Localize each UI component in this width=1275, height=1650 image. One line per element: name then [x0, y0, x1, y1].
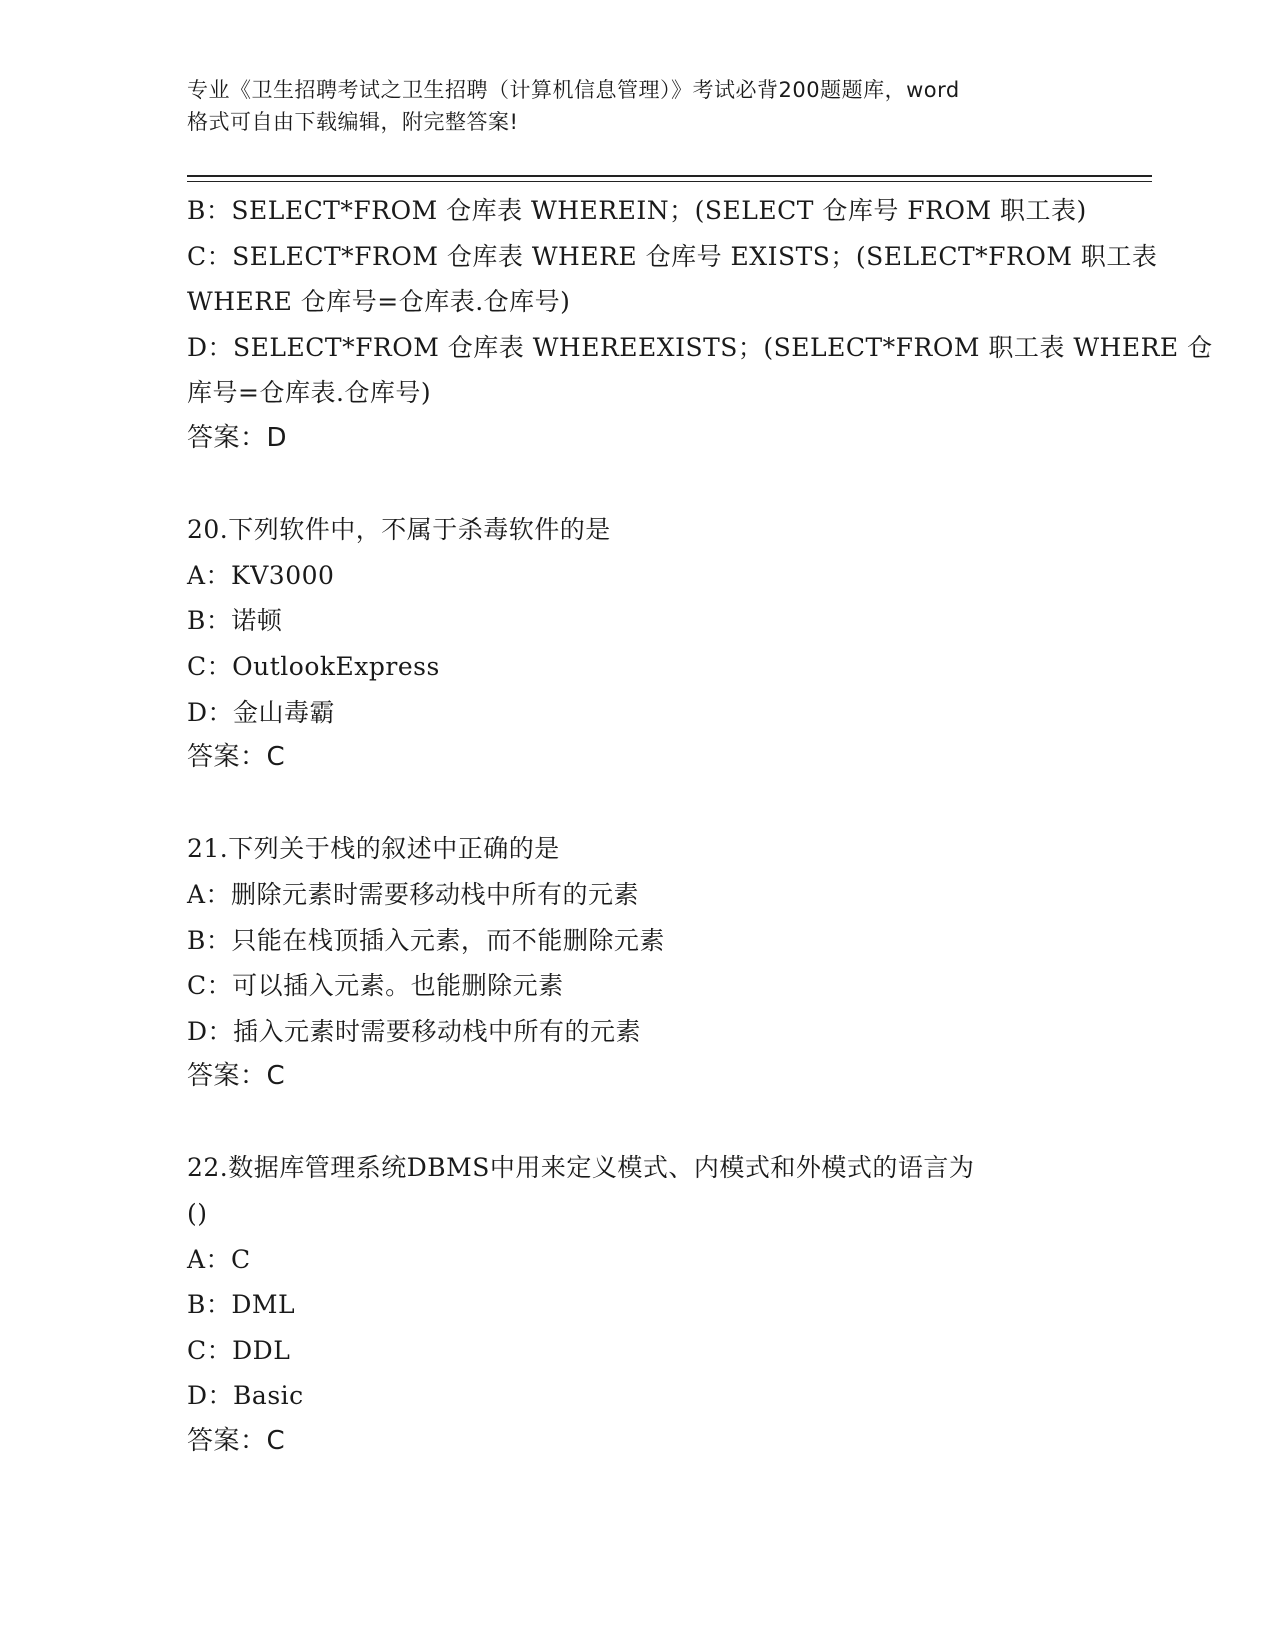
answer: 答案：D — [187, 422, 288, 453]
question-21 — [187, 826, 1087, 1100]
answer: 答案：C — [187, 742, 286, 773]
spacer — [187, 1100, 1087, 1146]
option-d: D：Basic — [187, 1381, 304, 1411]
option-a: A：KV3000 — [187, 560, 335, 590]
header-line-2: 格式可自由下载编辑，附完整答案! — [187, 110, 519, 134]
option-b: B：只能在栈顶插入元素，而不能删除元素 — [187, 925, 665, 955]
header-divider-thick — [187, 175, 1152, 177]
option-c: C：可以插入元素。也能删除元素 — [187, 971, 564, 1001]
option-b: B：DML — [187, 1290, 296, 1320]
question-content — [187, 188, 1213, 1465]
question-text: 21.下列关于栈的叙述中正确的是 — [187, 834, 560, 864]
spacer — [187, 462, 1087, 508]
question-text: 22.数据库管理系统DBMS中用来定义模式、内模式和外模式的语言为 — [187, 1153, 975, 1183]
option-d: D：金山毒霸 — [187, 697, 336, 727]
question-22 — [187, 1145, 1087, 1464]
question-20 — [187, 507, 1087, 781]
document-header — [187, 74, 1087, 138]
question-text-continued: () — [187, 1199, 208, 1229]
option-b: B：SELECT*FROM 仓库表 WHEREIN；(SELECT 仓库号 FROM 职工表) — [187, 196, 1087, 225]
option-a: A：C — [187, 1244, 251, 1274]
header-line-1: 专业《卫生招聘考试之卫生招聘（计算机信息管理）》考试必背200题题库，word — [187, 78, 960, 102]
header-divider-thin — [187, 181, 1152, 182]
option-c-continued: WHERE 仓库号=仓库表.仓库号) — [187, 287, 571, 317]
answer: 答案：C — [187, 1061, 286, 1092]
option-c: C：OutlookExpress — [187, 651, 440, 681]
option-d-continued: 库号=仓库表.仓库号) — [187, 378, 432, 408]
option-d: D：SELECT*FROM 仓库表 WHEREEXISTS；(SELECT*FROM 职工表 WHERE 仓 — [187, 332, 1213, 362]
spacer — [187, 781, 1087, 827]
option-a: A：删除元素时需要移动栈中所有的元素 — [187, 879, 640, 909]
answer: 答案：C — [187, 1426, 286, 1457]
option-b: B：诺顿 — [187, 606, 283, 636]
option-d: D：插入元素时需要移动栈中所有的元素 — [187, 1016, 642, 1046]
option-c: C：DDL — [187, 1335, 291, 1365]
question-19-continued — [187, 188, 1213, 462]
question-text: 20.下列软件中，不属于杀毒软件的是 — [187, 515, 611, 545]
option-c: C：SELECT*FROM 仓库表 WHERE 仓库号 EXISTS；(SELECT*FROM 职工表 — [187, 241, 1158, 271]
